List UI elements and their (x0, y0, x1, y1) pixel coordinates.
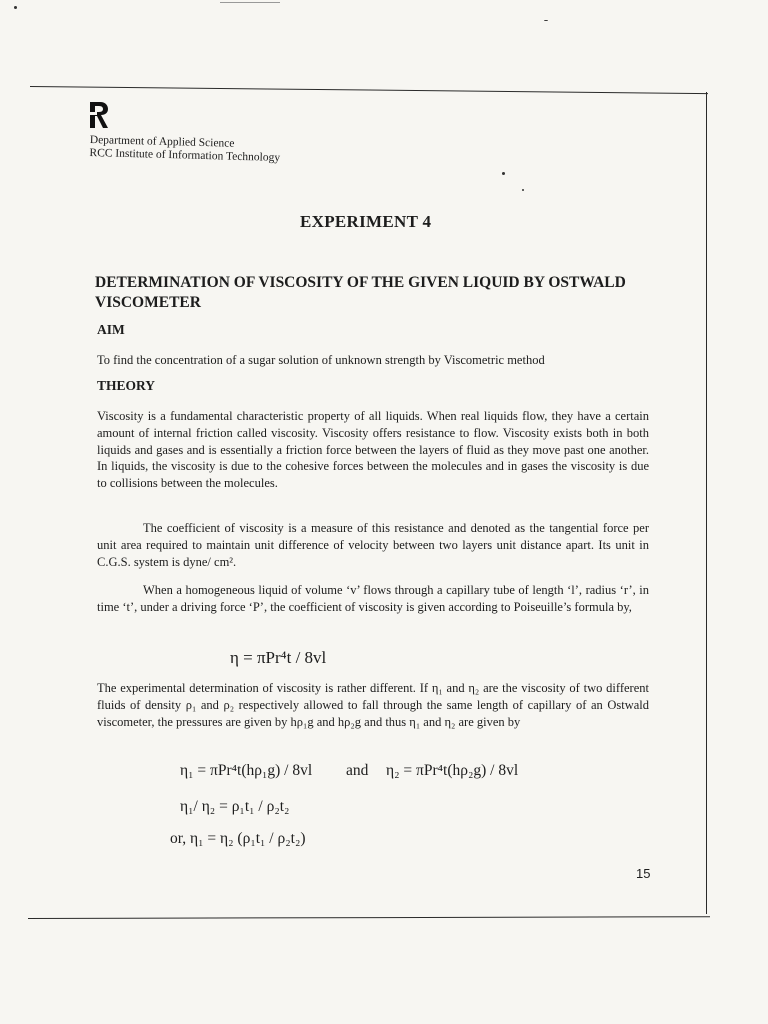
scan-speck (14, 6, 17, 9)
department-name: Department of Applied Science (89, 134, 235, 150)
theory-paragraph-1: Viscosity is a fundamental characteristic property of all liquids. When real liquids flow, they have a certain amount of internal friction called viscosity. Viscosity offers resistance to flow. Viscosity exists both in both liquids and gases and is essentially a friction force between the layers of fluid as they move past one another. In liquids, the viscosity is due to the cohesive forces between the molecules and in gases the viscosity is due to collisions between the molecules. (97, 409, 649, 491)
viscosity-ratio-formula: η₁/ η₂ = ρ₁t₁ / ρ₂t₂ (180, 798, 290, 815)
institute-logo (88, 100, 110, 130)
aim-text: To find the concentration of a sugar solution of unknown strength by Viscometric method (97, 353, 545, 367)
viscosity-formula-1: η₁ = πPr⁴t(hρ₁g) / 8vl (180, 762, 313, 779)
page-number: 15 (636, 866, 651, 881)
scan-speck (544, 20, 548, 21)
viscosity-final-formula: or, η₁ = η₂ (ρ₁t₁ / ρ₂t₂) (170, 830, 306, 847)
scan-speck (502, 172, 505, 175)
page-border-top (30, 86, 708, 94)
page-border-right (706, 92, 707, 914)
top-edge-mark (220, 2, 280, 3)
theory-paragraph-4: The experimental determination of viscosity is rather different. If η₁ and η₂ are the viscosity of two different fluids of density ρ₁ and ρ₂ respectively allowed to fall through the same length of capillary of an Ostwald viscometer, the pressures are given by hρ₁g and hρ₂g and thus η₁ and η₂ are given by (97, 681, 649, 729)
main-title: DETERMINATION OF VISCOSITY OF THE GIVEN LIQUID BY OSTWALD VISCOMETER (95, 274, 626, 311)
institute-name: RCC Institute of Information Technology (89, 146, 281, 164)
aim-heading: AIM (97, 322, 125, 337)
scan-speck (522, 189, 524, 191)
theory-paragraph-3: When a homogeneous liquid of volume ‘v’ flows through a capillary tube of length ‘l’, radius ‘r’, in time ‘t’, under a driving force ‘P’, the coefficient of viscosity is given according to Poiseuille’s formula by, (97, 583, 649, 614)
formula-and-word: and (346, 762, 369, 779)
experiment-title: EXPERIMENT 4 (300, 212, 432, 231)
viscosity-formula-2: η₂ = πPr⁴t(hρ₂g) / 8vl (386, 762, 519, 779)
page-border-bottom (28, 916, 710, 919)
poiseuille-formula: η = πPr⁴t / 8vl (230, 648, 327, 667)
department-header (89, 134, 280, 165)
theory-paragraph-2: The coefficient of viscosity is a measure of this resistance and denoted as the tangential force per unit area required to maintain unit difference of velocity between two layers unit distance apart. Its unit in C.G.S. system is dyne/ cm². (97, 521, 649, 569)
theory-heading: THEORY (97, 378, 156, 393)
